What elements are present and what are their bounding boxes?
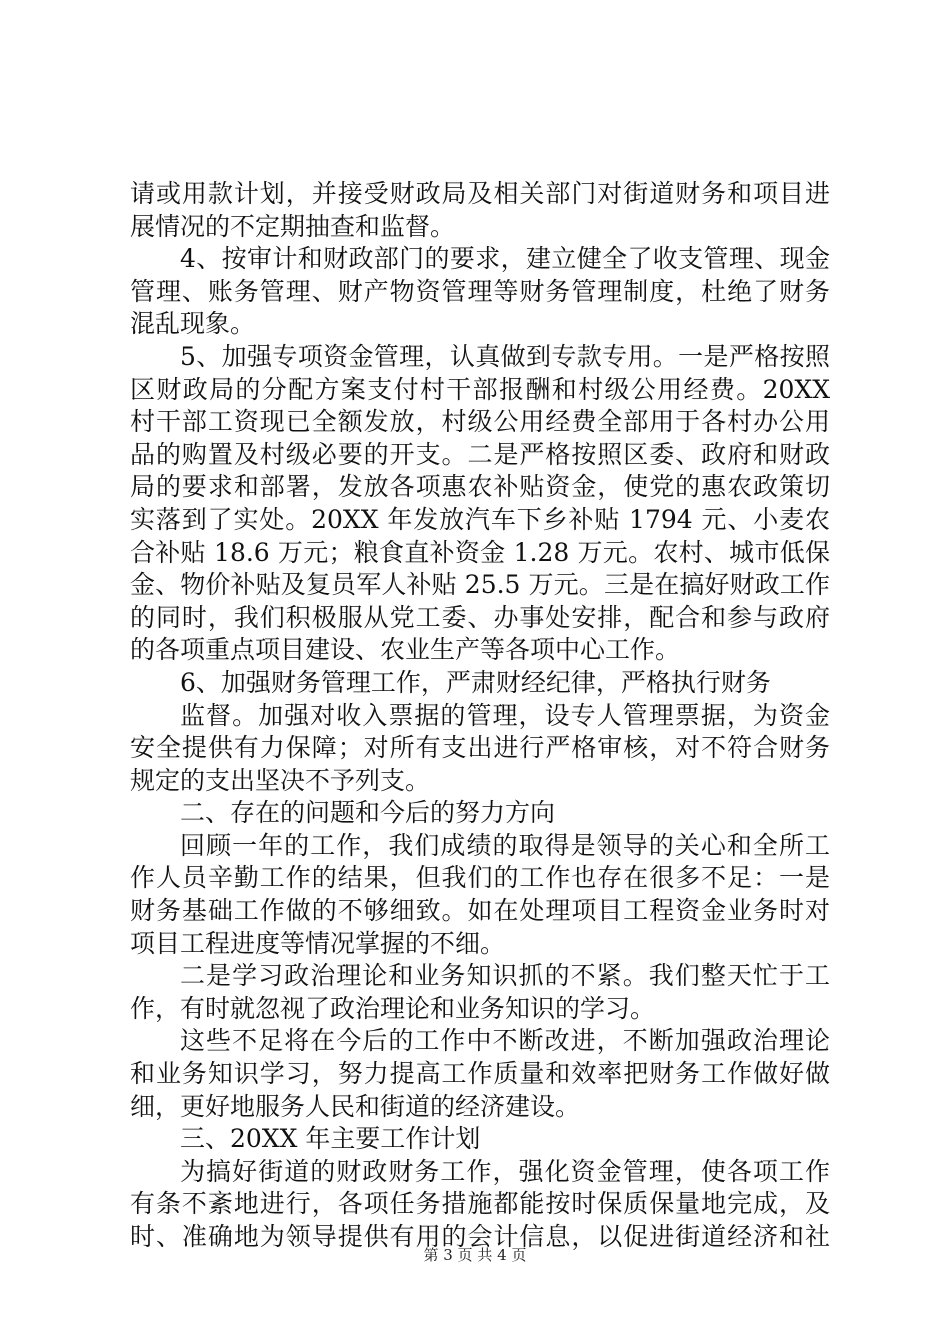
document-body [130,178,830,1254]
text-line: 作人员辛勤工作的结果，但我们的工作也存在很多不足：一是 [130,863,830,893]
text-line: 和业务知识学习，努力提高工作质量和效率把财务工作做好做 [130,1059,830,1089]
page-number: 第 3 页 共 4 页 [423,1246,527,1264]
text-line: 规定的支出坚决不予列支。 [130,765,431,795]
text-line: 的同时，我们积极服从党工委、办事处安排，配合和参与政府 [130,602,830,632]
text-line: 混乱现象。 [130,309,256,339]
text-line: 5、加强专项资金管理，认真做到专款专用。一是严格按照 [180,341,830,371]
text-line: 财务基础工作做的不够细致。如在处理项目工程资金业务时对 [130,896,830,926]
text-line: 合补贴 18.6 万元；粮食直补资金 1.28 万元。农村、城市低保 [130,537,830,567]
text-line: 品的购置及村级必要的开支。二是严格按照区委、政府和财政 [130,439,830,469]
text-line: 4、按审计和财政部门的要求，建立健全了收支管理、现金 [180,244,830,274]
section-heading: 二、存在的问题和今后的努力方向 [180,798,556,828]
text-line: 有条不紊地进行，各项任务措施都能按时保质保量地完成，及 [130,1189,830,1219]
text-line: 项目工程进度等情况掌握的不细。 [130,928,506,958]
text-line: 回顾一年的工作，我们成绩的取得是领导的关心和全所工 [180,830,830,860]
text-line: 请或用款计划，并接受财政局及相关部门对街道财务和项目进 [130,179,830,208]
page-footer [0,1245,950,1265]
text-line: 这些不足将在今后的工作中不断改进，不断加强政治理论 [180,1026,830,1056]
text-line: 二是学习政治理论和业务知识抓的不紧。我们整天忙于工 [180,961,830,991]
text-line: 区财政局的分配方案支付村干部报酬和村级公用经费。20XX [130,374,830,404]
text-line: 时、准确地为领导提供有用的会计信息，以促进街道经济和社 [130,1222,830,1251]
text-line: 细，更好地服务人民和街道的经济建设。 [130,1091,581,1121]
text-line: 村干部工资现已全额发放，村级公用经费全部用于各村办公用 [130,407,830,437]
text-line: 安全提供有力保障；对所有支出进行严格审核，对不符合财务 [130,733,830,763]
text-line: 管理、账务管理、财产物资管理等财务管理制度，杜绝了财务 [130,276,830,306]
text-line: 监督。加强对收入票据的管理，设专人管理票据，为资金 [180,700,830,730]
text-line: 实落到了实处。20XX 年发放汽车下乡补贴 1794 元、小麦农 [130,504,830,534]
text-line: 金、物价补贴及复员军人补贴 25.5 万元。三是在搞好财政工作 [130,570,830,600]
text-line: 作，有时就忽视了政治理论和业务知识的学习。 [130,993,656,1023]
section-heading: 三、20XX 年主要工作计划 [180,1124,481,1154]
text-line: 局的要求和部署，发放各项惠农补贴资金，使党的惠农政策切 [130,472,830,502]
text-line: 为搞好街道的财政财务工作，强化资金管理，使各项工作 [180,1156,830,1186]
text-line: 的各项重点项目建设、农业生产等各项中心工作。 [130,635,681,665]
text-line: 6、加强财务管理工作，严肃财经纪律，严格执行财务 [180,667,771,697]
text-line: 展情况的不定期抽查和监督。 [130,211,456,241]
